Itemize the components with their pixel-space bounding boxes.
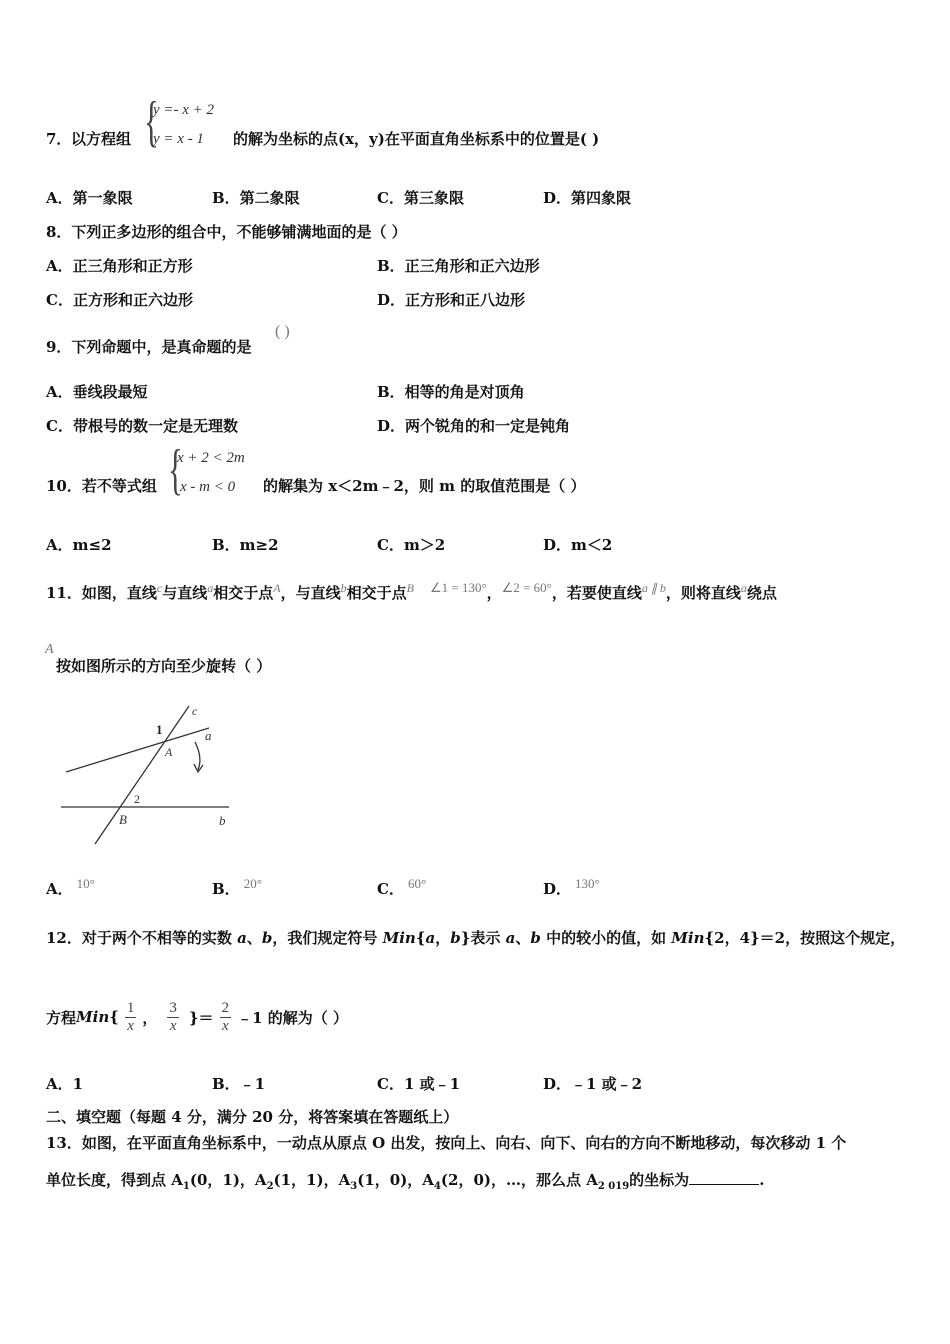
q13-answer-blank[interactable] (689, 1184, 759, 1185)
fig-label-1: 1 (156, 722, 163, 737)
q7-option-a[interactable]: A．第一象限 (46, 189, 133, 207)
q7-brace: { (144, 91, 159, 153)
q10-inequality-1: x + 2 < 2m (177, 450, 245, 466)
q9-option-d[interactable]: D．两个锐角的和一定是钝角 (377, 417, 571, 435)
q11-option-d[interactable]: D． $^{130^\circ}$ (543, 876, 600, 898)
q10-brace: { (168, 439, 183, 501)
q8-option-b[interactable]: B．正三角形和正六边形 (377, 257, 540, 275)
q10-inequality-2: x - m < 0 (180, 479, 236, 495)
q7-number: 7． (46, 130, 72, 148)
q10-suffix: 的解集为 x＜2m﹣2，则 m 的取值范围是（ ） (263, 477, 586, 495)
q12-option-d[interactable]: D．﹣1 或﹣2 (543, 1075, 643, 1093)
q9-option-c[interactable]: C．带根号的数一定是无理数 (46, 417, 238, 435)
rotation-arrow (195, 742, 200, 770)
q11-line-2: 按如图所示的方向至少旋转（ ） (56, 657, 272, 675)
q12-line-1: 12．对于两个不相等的实数 a、b，我们规定符号 Min{a，b}表示 a、b 中的较小的值，如 Min{2，4}＝2，按照这个规定， (46, 929, 906, 947)
q10-option-c[interactable]: C．m＞2 (377, 536, 446, 554)
q7-equation-1: y =- x + 2 (153, 102, 215, 118)
fig-label-a-line: a (205, 728, 212, 743)
q12-fraction-3: $\frac{2}{x}$ (221, 999, 230, 1034)
fig-label-c: c (192, 704, 198, 718)
q9-stem: 9．下列命题中，是真命题的是 (46, 338, 252, 356)
q7-equation-2: y = x - 1 (153, 131, 204, 147)
q11-line-1: 11．如图，直线$^c$与直线$^a$相交于点$^A$，与直线$^b$相交于点$^B$ $^{\angle 1 = 130^\circ}$，$^{\angle 2 = 60^\circ}$，若要使直线$^{a \parallel b}$，则将直线$^a$绕点 (46, 580, 777, 602)
q8-option-d[interactable]: D．正方形和正八边形 (377, 291, 526, 309)
q7-suffix: 的解为坐标的点(x，y)在平面直角坐标系中的位置是( ) (233, 130, 600, 148)
q11-option-c[interactable]: C． $^{60^\circ}$ (377, 876, 427, 898)
q11-option-b[interactable]: B． $^{20^\circ}$ (212, 876, 262, 898)
section-2-heading: 二、填空题（每题 4 分，满分 20 分，将答案填在答题纸上） (46, 1108, 459, 1126)
line-a (66, 728, 209, 772)
q13-line-1: 13．如图，在平面直角坐标系中，一动点从原点 O 出发，按向上、向右、向下、向右的方向不断地移动，每次移动 1 个 (46, 1134, 847, 1152)
q13-line-2: 单位长度，得到点 $A_1(0$，1)，$A_2(1$，1)，$A_3(1$，0)，$A_4(2$，0)，…，那么点 $A_{2 019}$的坐标为 . (46, 1171, 765, 1192)
q12-option-a[interactable]: A．1 (46, 1075, 84, 1093)
q12-fraction-2: $\frac{3}{x}$ (169, 999, 177, 1034)
q9-paren: ( ) (275, 323, 290, 340)
q8-option-c[interactable]: C．正方形和正六边形 (46, 291, 193, 309)
q7-option-c[interactable]: C．第三象限 (377, 189, 464, 207)
q7-option-b[interactable]: B．第二象限 (212, 189, 300, 207)
line-c (95, 706, 189, 844)
fig-label-a-point: A (165, 745, 173, 759)
fig-label-b-line: b (219, 813, 226, 828)
q10-option-d[interactable]: D．m＜2 (543, 536, 613, 554)
q8-option-a[interactable]: A．正三角形和正方形 (46, 257, 193, 275)
q8-stem: 8．下列正多边形的组合中，不能够铺满地面的是（ ） (46, 223, 407, 241)
q12-option-b[interactable]: B．﹣1 (212, 1075, 266, 1093)
fig-label-b-point: B (119, 812, 127, 827)
q10-option-b[interactable]: B．m≥2 (212, 536, 279, 554)
q10-option-a[interactable]: A．m≤2 (46, 536, 112, 554)
q9-option-b[interactable]: B．相等的角是对顶角 (377, 383, 525, 401)
fig-label-2: 2 (134, 792, 140, 806)
q11-option-a[interactable]: A． $^{10^\circ}$ (46, 876, 95, 898)
q11-figure (55, 700, 245, 850)
q7-option-d[interactable]: D．第四象限 (543, 189, 632, 207)
q12-option-c[interactable]: C．1 或﹣1 (377, 1075, 461, 1093)
q11-point-a-label: A (45, 642, 54, 657)
q9-option-a[interactable]: A．垂线段最短 (46, 383, 148, 401)
q10-prefix: 10．若不等式组 (46, 477, 157, 495)
q12-line-2: 方程 Min { $\frac{1}{x}$ ， $\frac{3}{x}$ }＝ $\frac{2}{x}$ ﹣1 的解为（ ） (46, 999, 348, 1034)
q7-prefix: 以方程组 (71, 130, 132, 148)
q12-fraction-1: $\frac{1}{x}$ (126, 999, 135, 1034)
